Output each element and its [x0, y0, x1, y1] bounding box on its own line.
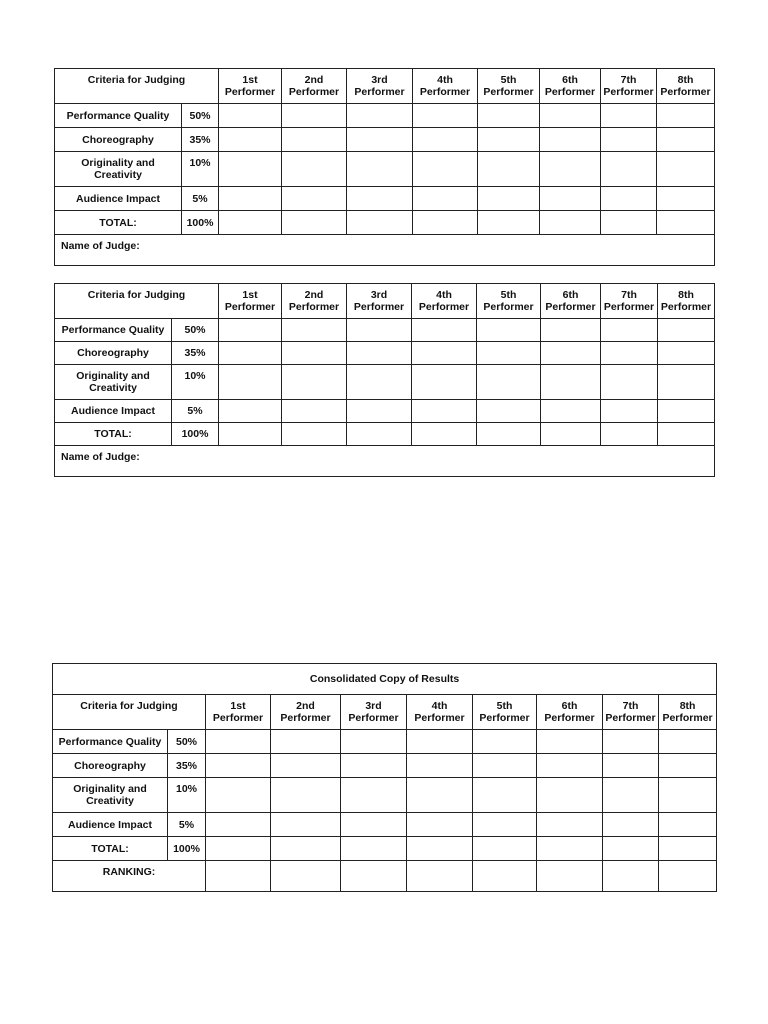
- score-cell[interactable]: [601, 211, 657, 235]
- score-cell[interactable]: [537, 730, 603, 754]
- criteria-row: [53, 813, 717, 837]
- score-cell[interactable]: [407, 837, 473, 861]
- score-cell[interactable]: [282, 104, 347, 128]
- consolidated-results-sheet: [52, 663, 717, 892]
- score-cell[interactable]: [603, 754, 659, 778]
- criteria-weight: 5%: [172, 400, 219, 423]
- score-cell[interactable]: [341, 813, 407, 837]
- score-cell[interactable]: [658, 319, 715, 342]
- score-cell[interactable]: [478, 187, 540, 211]
- score-cell[interactable]: [413, 104, 478, 128]
- criteria-row: [55, 319, 715, 342]
- score-cell[interactable]: [347, 104, 413, 128]
- performer-header-5: 5th Performer: [477, 284, 541, 319]
- score-cell[interactable]: [473, 813, 537, 837]
- score-cell[interactable]: [413, 187, 478, 211]
- score-cell[interactable]: [541, 400, 601, 423]
- ranking-cell[interactable]: [603, 861, 659, 892]
- score-cell[interactable]: [341, 837, 407, 861]
- score-cell[interactable]: [540, 211, 601, 235]
- score-cell[interactable]: [407, 813, 473, 837]
- score-cell[interactable]: [282, 400, 347, 423]
- score-cell[interactable]: [658, 400, 715, 423]
- score-cell[interactable]: [601, 365, 658, 400]
- score-cell[interactable]: [341, 778, 407, 813]
- score-cell[interactable]: [341, 730, 407, 754]
- total-row: [53, 837, 717, 861]
- ranking-cell[interactable]: [659, 861, 717, 892]
- score-cell[interactable]: [478, 104, 540, 128]
- score-cell[interactable]: [407, 754, 473, 778]
- judge-name-field[interactable]: Name of Judge:: [55, 235, 715, 266]
- score-cell[interactable]: [540, 152, 601, 187]
- criteria-row: [55, 152, 715, 187]
- score-cell[interactable]: [271, 730, 341, 754]
- score-cell[interactable]: [282, 211, 347, 235]
- score-cell[interactable]: [541, 319, 601, 342]
- criteria-weight: 5%: [168, 813, 206, 837]
- score-cell[interactable]: [657, 128, 715, 152]
- judge-score-sheet-2: [54, 283, 715, 477]
- ranking-cell[interactable]: [473, 861, 537, 892]
- performer-header-2: 2nd Performer: [282, 69, 347, 104]
- performer-header-7: 7th Performer: [603, 695, 659, 730]
- performer-header-6: 6th Performer: [540, 69, 601, 104]
- score-cell[interactable]: [282, 128, 347, 152]
- criteria-header: Criteria for Judging: [53, 695, 206, 730]
- score-cell[interactable]: [206, 837, 271, 861]
- score-cell[interactable]: [601, 400, 658, 423]
- score-cell[interactable]: [347, 423, 412, 446]
- score-cell[interactable]: [282, 365, 347, 400]
- judge-name-field[interactable]: Name of Judge:: [55, 446, 715, 477]
- score-cell[interactable]: [473, 778, 537, 813]
- criteria-name: Audience Impact: [55, 400, 172, 423]
- score-cell[interactable]: [219, 365, 282, 400]
- criteria-name: Performance Quality: [55, 319, 172, 342]
- ranking-cell[interactable]: [341, 861, 407, 892]
- score-cell[interactable]: [603, 813, 659, 837]
- score-cell[interactable]: [601, 104, 657, 128]
- total-label: TOTAL:: [53, 837, 168, 861]
- score-cell[interactable]: [271, 813, 341, 837]
- score-cell[interactable]: [540, 187, 601, 211]
- criteria-weight: 5%: [182, 187, 219, 211]
- score-cell[interactable]: [658, 342, 715, 365]
- performer-header-8: 8th Performer: [658, 284, 715, 319]
- score-cell[interactable]: [219, 211, 282, 235]
- score-cell[interactable]: [271, 778, 341, 813]
- score-cell[interactable]: [219, 423, 282, 446]
- score-cell[interactable]: [537, 837, 603, 861]
- score-cell[interactable]: [603, 778, 659, 813]
- performer-header-1: 1st Performer: [219, 284, 282, 319]
- score-cell[interactable]: [282, 319, 347, 342]
- score-cell[interactable]: [271, 837, 341, 861]
- total-row: [55, 211, 715, 235]
- score-cell[interactable]: [537, 813, 603, 837]
- score-cell[interactable]: [477, 400, 541, 423]
- score-cell[interactable]: [347, 187, 413, 211]
- score-cell[interactable]: [271, 754, 341, 778]
- performer-header-8: 8th Performer: [657, 69, 715, 104]
- score-cell[interactable]: [412, 423, 477, 446]
- ranking-cell[interactable]: [271, 861, 341, 892]
- score-cell[interactable]: [282, 423, 347, 446]
- criteria-name: Choreography: [55, 128, 182, 152]
- score-cell[interactable]: [540, 128, 601, 152]
- score-cell[interactable]: [659, 813, 717, 837]
- score-cell[interactable]: [413, 128, 478, 152]
- criteria-row: [55, 128, 715, 152]
- consolidated-title: Consolidated Copy of Results: [53, 664, 717, 695]
- total-weight: 100%: [172, 423, 219, 446]
- score-cell[interactable]: [407, 778, 473, 813]
- performer-header-3: 3rd Performer: [347, 284, 412, 319]
- criteria-weight: 10%: [168, 778, 206, 813]
- score-cell[interactable]: [659, 778, 717, 813]
- criteria-row: [55, 342, 715, 365]
- score-cell[interactable]: [603, 837, 659, 861]
- total-label: TOTAL:: [55, 423, 172, 446]
- criteria-row: [55, 400, 715, 423]
- score-cell[interactable]: [347, 365, 412, 400]
- score-cell[interactable]: [413, 152, 478, 187]
- score-cell[interactable]: [601, 187, 657, 211]
- score-cell[interactable]: [282, 187, 347, 211]
- ranking-row: [53, 861, 717, 892]
- criteria-row: [53, 778, 717, 813]
- score-cell[interactable]: [601, 342, 658, 365]
- score-cell[interactable]: [601, 128, 657, 152]
- score-cell[interactable]: [473, 754, 537, 778]
- score-cell[interactable]: [413, 211, 478, 235]
- criteria-name: Performance Quality: [55, 104, 182, 128]
- criteria-weight: 50%: [168, 730, 206, 754]
- score-cell[interactable]: [657, 152, 715, 187]
- criteria-weight: 10%: [182, 152, 219, 187]
- total-row: [55, 423, 715, 446]
- score-cell[interactable]: [477, 319, 541, 342]
- criteria-weight: 10%: [172, 365, 219, 400]
- performer-header-4: 4th Performer: [407, 695, 473, 730]
- criteria-name: Choreography: [53, 754, 168, 778]
- score-cell[interactable]: [347, 342, 412, 365]
- criteria-row: [53, 730, 717, 754]
- score-cell[interactable]: [219, 152, 282, 187]
- performer-header-6: 6th Performer: [537, 695, 603, 730]
- score-cell[interactable]: [657, 211, 715, 235]
- criteria-header: Criteria for Judging: [55, 69, 219, 104]
- score-cell[interactable]: [537, 754, 603, 778]
- criteria-row: [55, 365, 715, 400]
- criteria-name: Choreography: [55, 342, 172, 365]
- score-cell[interactable]: [219, 400, 282, 423]
- score-cell[interactable]: [473, 837, 537, 861]
- score-cell[interactable]: [219, 342, 282, 365]
- score-cell[interactable]: [601, 423, 658, 446]
- score-cell[interactable]: [540, 104, 601, 128]
- score-cell[interactable]: [601, 152, 657, 187]
- performer-header-2: 2nd Performer: [271, 695, 341, 730]
- ranking-cell[interactable]: [407, 861, 473, 892]
- score-cell[interactable]: [477, 423, 541, 446]
- performer-header-6: 6th Performer: [541, 284, 601, 319]
- criteria-name: Audience Impact: [53, 813, 168, 837]
- score-cell[interactable]: [659, 754, 717, 778]
- criteria-name: Audience Impact: [55, 187, 182, 211]
- criteria-row: [55, 187, 715, 211]
- criteria-weight: 35%: [168, 754, 206, 778]
- score-cell[interactable]: [282, 342, 347, 365]
- criteria-name: Originality and Creativity: [55, 152, 182, 187]
- ranking-label: RANKING:: [53, 861, 206, 892]
- criteria-row: [53, 754, 717, 778]
- score-cell[interactable]: [412, 400, 477, 423]
- score-cell[interactable]: [478, 211, 540, 235]
- score-cell[interactable]: [347, 319, 412, 342]
- score-cell[interactable]: [658, 365, 715, 400]
- score-cell[interactable]: [347, 400, 412, 423]
- score-cell[interactable]: [601, 319, 658, 342]
- criteria-name: Originality and Creativity: [53, 778, 168, 813]
- criteria-weight: 35%: [172, 342, 219, 365]
- performer-header-4: 4th Performer: [413, 69, 478, 104]
- performer-header-2: 2nd Performer: [282, 284, 347, 319]
- ranking-cell[interactable]: [537, 861, 603, 892]
- score-cell[interactable]: [347, 128, 413, 152]
- performer-header-8: 8th Performer: [659, 695, 717, 730]
- score-cell[interactable]: [347, 211, 413, 235]
- score-cell[interactable]: [206, 778, 271, 813]
- score-cell[interactable]: [412, 319, 477, 342]
- performer-header-1: 1st Performer: [206, 695, 271, 730]
- score-cell[interactable]: [219, 187, 282, 211]
- score-cell[interactable]: [282, 152, 347, 187]
- total-weight: 100%: [168, 837, 206, 861]
- score-cell[interactable]: [219, 128, 282, 152]
- score-cell[interactable]: [477, 365, 541, 400]
- score-cell[interactable]: [206, 754, 271, 778]
- score-cell[interactable]: [657, 187, 715, 211]
- performer-header-7: 7th Performer: [601, 284, 658, 319]
- criteria-name: Performance Quality: [53, 730, 168, 754]
- score-cell[interactable]: [478, 152, 540, 187]
- performer-header-3: 3rd Performer: [341, 695, 407, 730]
- total-weight: 100%: [182, 211, 219, 235]
- score-cell[interactable]: [541, 365, 601, 400]
- criteria-weight: 50%: [172, 319, 219, 342]
- performer-header-5: 5th Performer: [478, 69, 540, 104]
- score-cell[interactable]: [407, 730, 473, 754]
- score-cell[interactable]: [341, 754, 407, 778]
- judge-score-sheet-1: [54, 68, 715, 266]
- score-cell[interactable]: [478, 128, 540, 152]
- score-cell[interactable]: [412, 342, 477, 365]
- performer-header-4: 4th Performer: [412, 284, 477, 319]
- criteria-row: [55, 104, 715, 128]
- score-cell[interactable]: [206, 730, 271, 754]
- score-cell[interactable]: [541, 423, 601, 446]
- score-cell[interactable]: [412, 365, 477, 400]
- score-cell[interactable]: [659, 837, 717, 861]
- performer-header-5: 5th Performer: [473, 695, 537, 730]
- score-cell[interactable]: [657, 104, 715, 128]
- score-cell[interactable]: [659, 730, 717, 754]
- score-cell[interactable]: [219, 319, 282, 342]
- score-cell[interactable]: [603, 730, 659, 754]
- score-cell[interactable]: [658, 423, 715, 446]
- score-cell[interactable]: [347, 152, 413, 187]
- performer-header-3: 3rd Performer: [347, 69, 413, 104]
- score-cell[interactable]: [219, 104, 282, 128]
- criteria-weight: 50%: [182, 104, 219, 128]
- score-cell[interactable]: [206, 813, 271, 837]
- score-cell[interactable]: [473, 730, 537, 754]
- score-cell[interactable]: [537, 778, 603, 813]
- score-cell[interactable]: [477, 342, 541, 365]
- performer-header-1: 1st Performer: [219, 69, 282, 104]
- criteria-name: Originality and Creativity: [55, 365, 172, 400]
- criteria-header: Criteria for Judging: [55, 284, 219, 319]
- performer-header-7: 7th Performer: [601, 69, 657, 104]
- criteria-weight: 35%: [182, 128, 219, 152]
- ranking-cell[interactable]: [206, 861, 271, 892]
- score-cell[interactable]: [541, 342, 601, 365]
- total-label: TOTAL:: [55, 211, 182, 235]
